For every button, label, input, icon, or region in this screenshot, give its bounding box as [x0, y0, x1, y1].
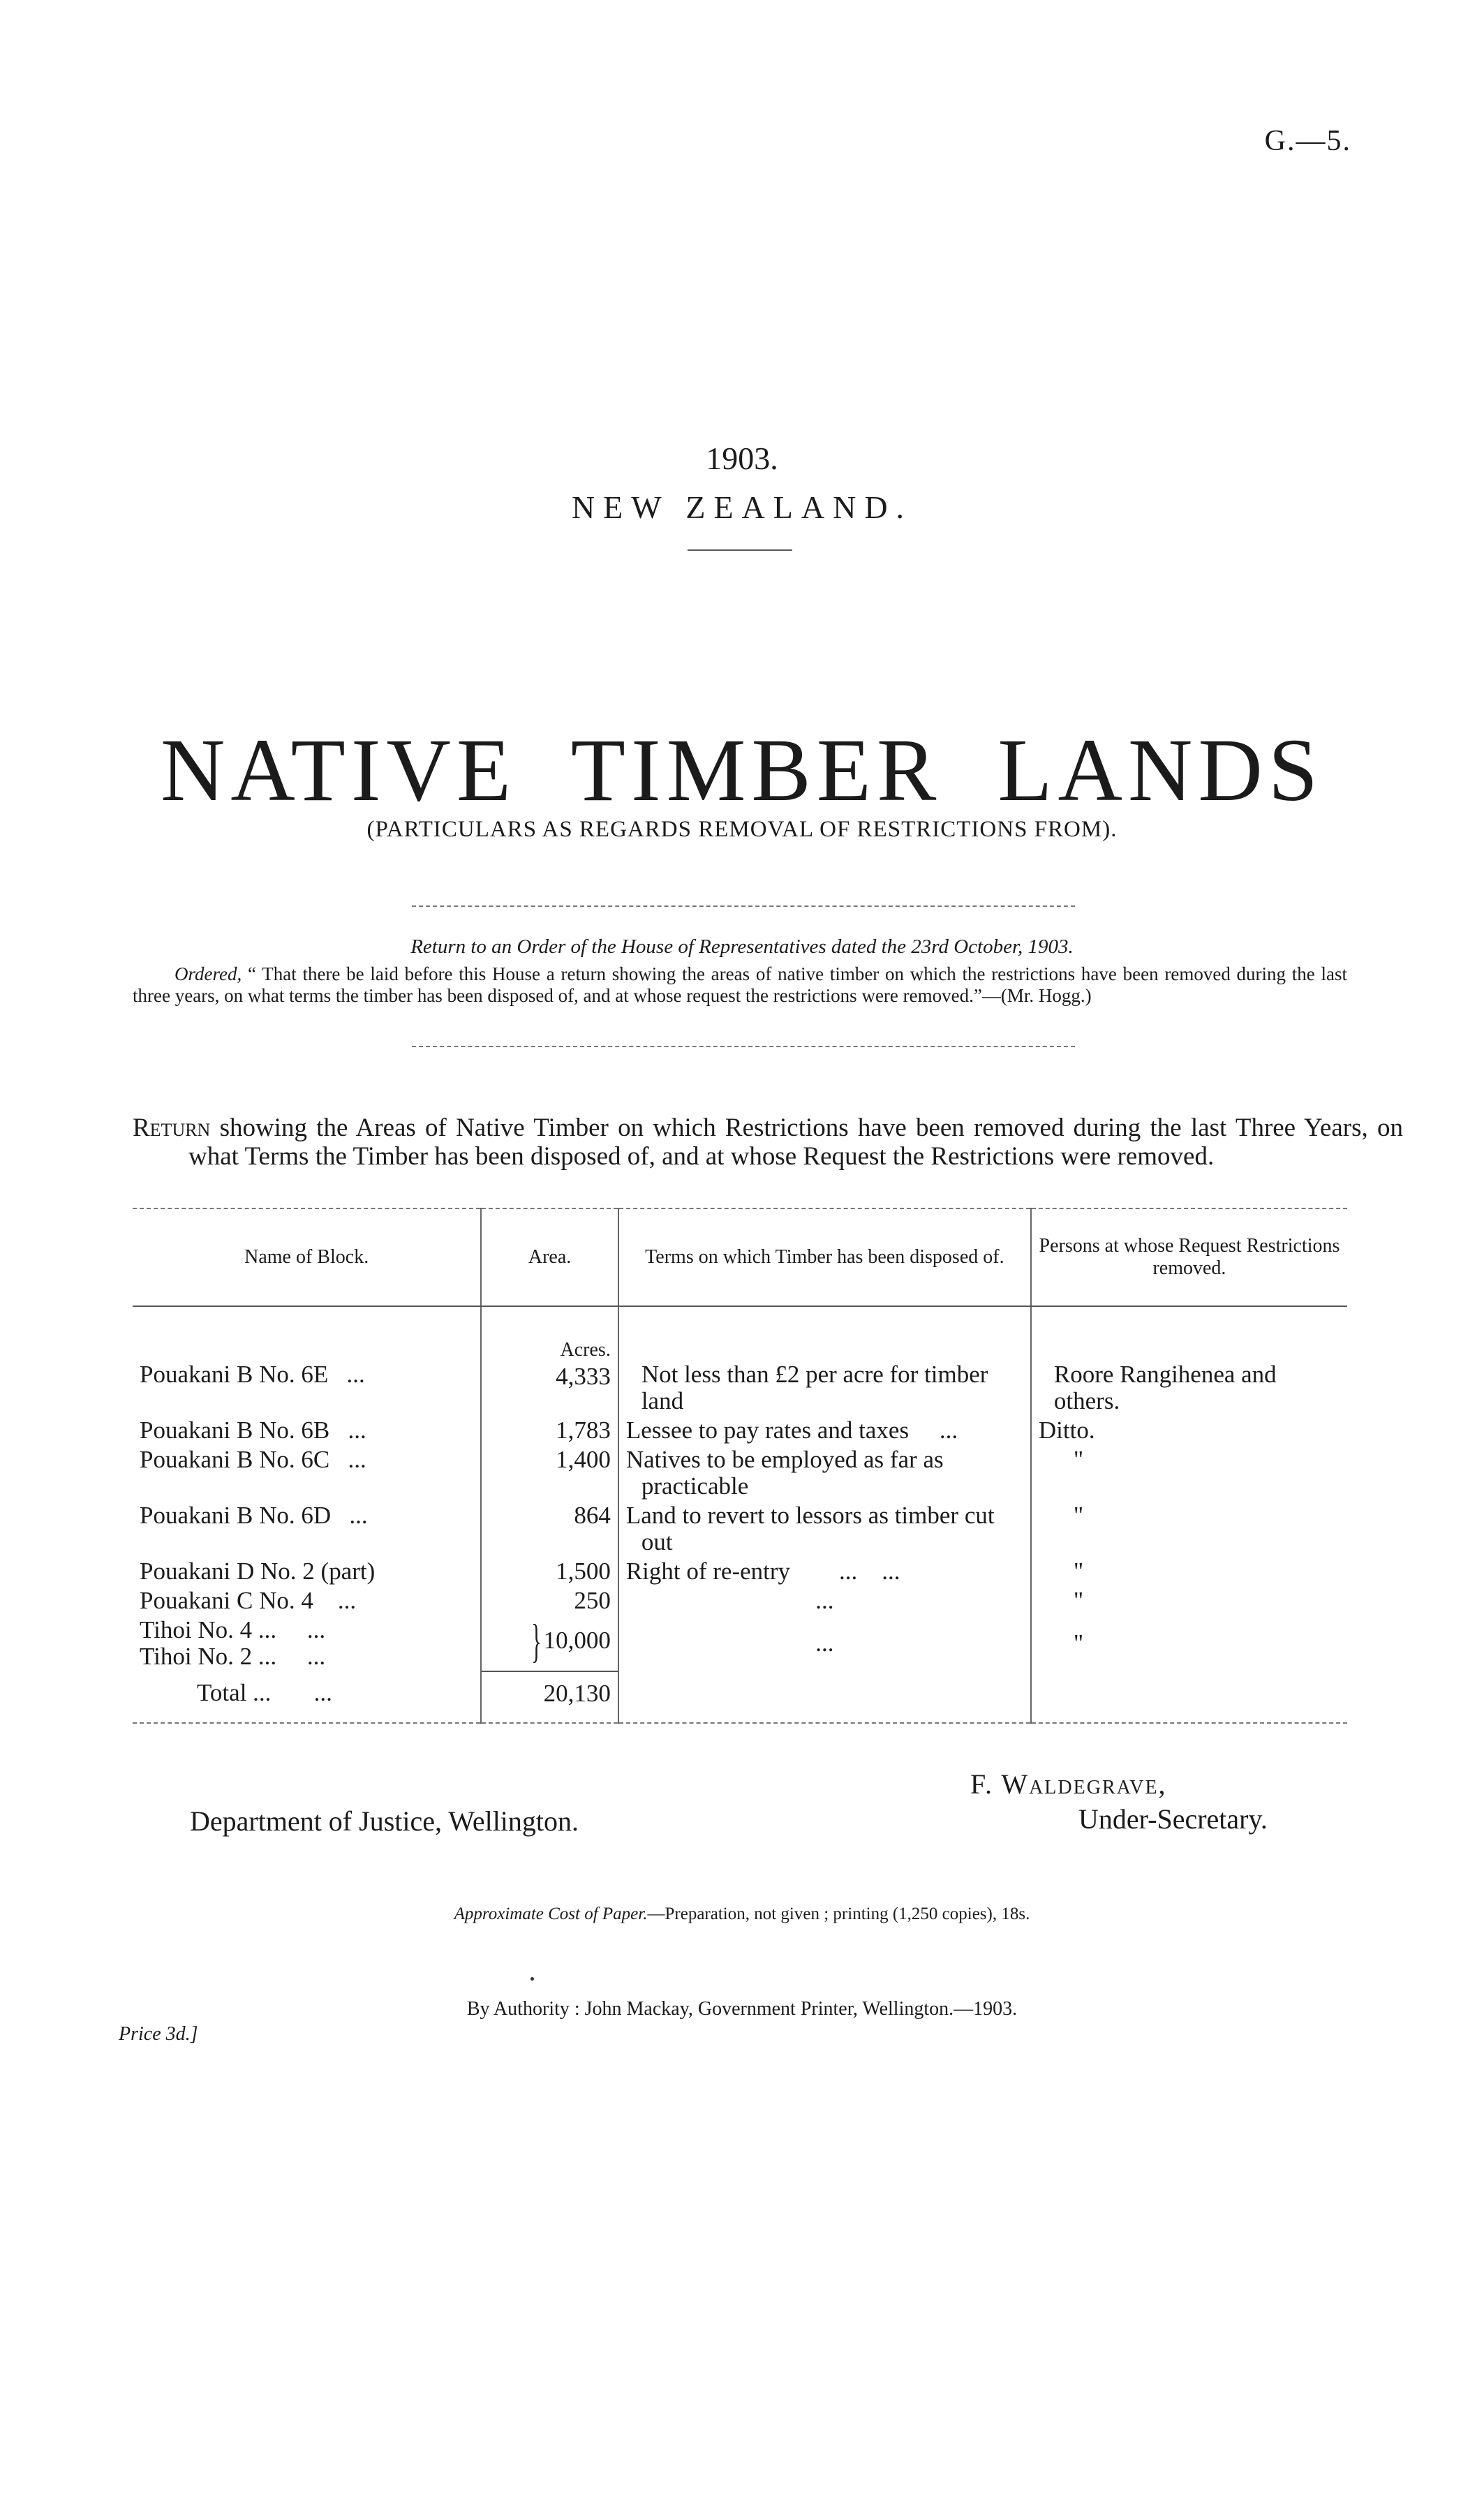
return-heading — [133, 1114, 1403, 1171]
table-row — [133, 1306, 1347, 1416]
header-terms: Terms on which Timber has been disposed of. — [618, 1208, 1031, 1306]
document-title: NATIVE TIMBER LANDS — [160, 720, 1324, 820]
table-row — [133, 1416, 1347, 1445]
block-name-cell: Pouakani B No. 6C ... — [133, 1445, 481, 1501]
terms-cell: ... — [618, 1615, 1031, 1671]
cost-text: —Preparation, not given ; printing (1,250 copies), 18s. — [647, 1905, 1030, 1923]
separator-rule-bottom — [412, 1046, 1075, 1047]
table-row — [133, 1586, 1347, 1615]
price-note: Price 3d.] — [119, 2023, 198, 2045]
block-name-cell: Pouakani C No. 4 ... — [133, 1586, 481, 1615]
signatory-title: Under-Secretary. — [1078, 1803, 1268, 1835]
table-row — [133, 1557, 1347, 1586]
block-name-cell: Tihoi No. 4 ... ... Tihoi No. 2 ... ... — [133, 1615, 481, 1671]
area-cell: 1,500 — [481, 1557, 618, 1586]
page-reference: G.—5. — [1264, 125, 1351, 157]
total-empty-cell — [1031, 1671, 1347, 1723]
return-label: Return — [133, 1114, 211, 1142]
persons-cell: " — [1073, 1446, 1084, 1473]
total-row — [133, 1671, 1347, 1723]
order-label: Ordered, — [175, 963, 242, 984]
persons-cell: Ditto. — [1038, 1417, 1095, 1444]
area-cell: Acres. 4,333 — [481, 1306, 618, 1416]
header-name-of-block: Name of Block. — [133, 1208, 481, 1306]
country-heading: NEW ZEALAND. — [571, 489, 913, 525]
area-cell: 1,783 — [481, 1416, 618, 1445]
signatory-name: F. Waldegrave, — [970, 1768, 1167, 1800]
short-rule — [688, 549, 792, 551]
separator-rule-top — [412, 905, 1075, 907]
total-value-cell: 20,130 — [481, 1671, 618, 1723]
terms-cell: Not less than £2 per acre for timber land — [618, 1306, 1031, 1416]
persons-cell: " — [1073, 1587, 1084, 1614]
order-heading: Return to an Order of the House of Representatives dated the 23rd October, 1903. — [410, 935, 1074, 958]
area-cell: 250 — [481, 1586, 618, 1615]
ornament-dot — [530, 1977, 534, 1981]
cost-label: Approximate Cost of Paper. — [454, 1905, 648, 1923]
header-persons: Persons at whose Request Restrictions removed. — [1031, 1208, 1347, 1306]
table-row — [133, 1445, 1347, 1501]
document-subtitle: (PARTICULARS AS REGARDS REMOVAL OF RESTRICTIONS FROM). — [366, 817, 1118, 842]
area-cell: 864 — [481, 1501, 618, 1557]
persons-cell: " — [1073, 1558, 1084, 1585]
area-unit-label: Acres. — [560, 1339, 611, 1361]
table-row — [133, 1501, 1347, 1557]
terms-cell: Lessee to pay rates and taxes ... — [618, 1416, 1031, 1445]
total-label-cell: Total ... ... — [133, 1671, 481, 1723]
block-name-cell: Pouakani B No. 6B ... — [133, 1416, 481, 1445]
publication-year: 1903. — [706, 441, 778, 476]
persons-cell: " — [1073, 1629, 1084, 1657]
brace-glyph: } — [530, 1614, 542, 1667]
table-row — [133, 1615, 1347, 1671]
terms-cell: ... — [618, 1586, 1031, 1615]
return-table — [133, 1208, 1347, 1724]
table-header-row — [133, 1208, 1347, 1306]
order-text — [133, 963, 1347, 1007]
block-name-cell: Pouakani D No. 2 (part) — [133, 1557, 481, 1586]
order-quote: “ That there be laid before this House a return showing the areas of native timber on which the restrictions have been removed during the last three years, on what terms the timber has been disposed of, and at whose request the restrictions were removed.”—(Mr. Hogg.) — [133, 963, 1348, 1006]
area-cell: 1,400 — [481, 1445, 618, 1501]
return-description: showing the Areas of Native Timber on which Restrictions have been removed during the last Three Years, on what Terms the Timber has been disposed of, and at whose Request the Restrictions were removed. — [188, 1114, 1403, 1171]
terms-cell: Right of re-entry ... ... — [618, 1557, 1031, 1586]
cost-of-paper-line — [0, 1905, 1484, 1924]
department-line: Department of Justice, Wellington. — [190, 1805, 579, 1837]
block-name-cell: Pouakani B No. 6D ... — [133, 1501, 481, 1557]
header-area: Area. — [481, 1208, 618, 1306]
area-cell: }10,000 — [481, 1615, 618, 1671]
total-empty-cell — [618, 1671, 1031, 1723]
terms-cell: Land to revert to lessors as timber cut out — [618, 1501, 1031, 1557]
printer-authority-line: By Authority : John Mackay, Government Printer, Wellington.—1903. — [466, 1998, 1018, 2020]
block-name-cell: Pouakani B No. 6E ... — [133, 1306, 481, 1416]
persons-cell: Roore Rangihenea and others. — [1053, 1361, 1277, 1414]
persons-cell: " — [1073, 1502, 1084, 1529]
terms-cell: Natives to be employed as far as practicable — [618, 1445, 1031, 1501]
